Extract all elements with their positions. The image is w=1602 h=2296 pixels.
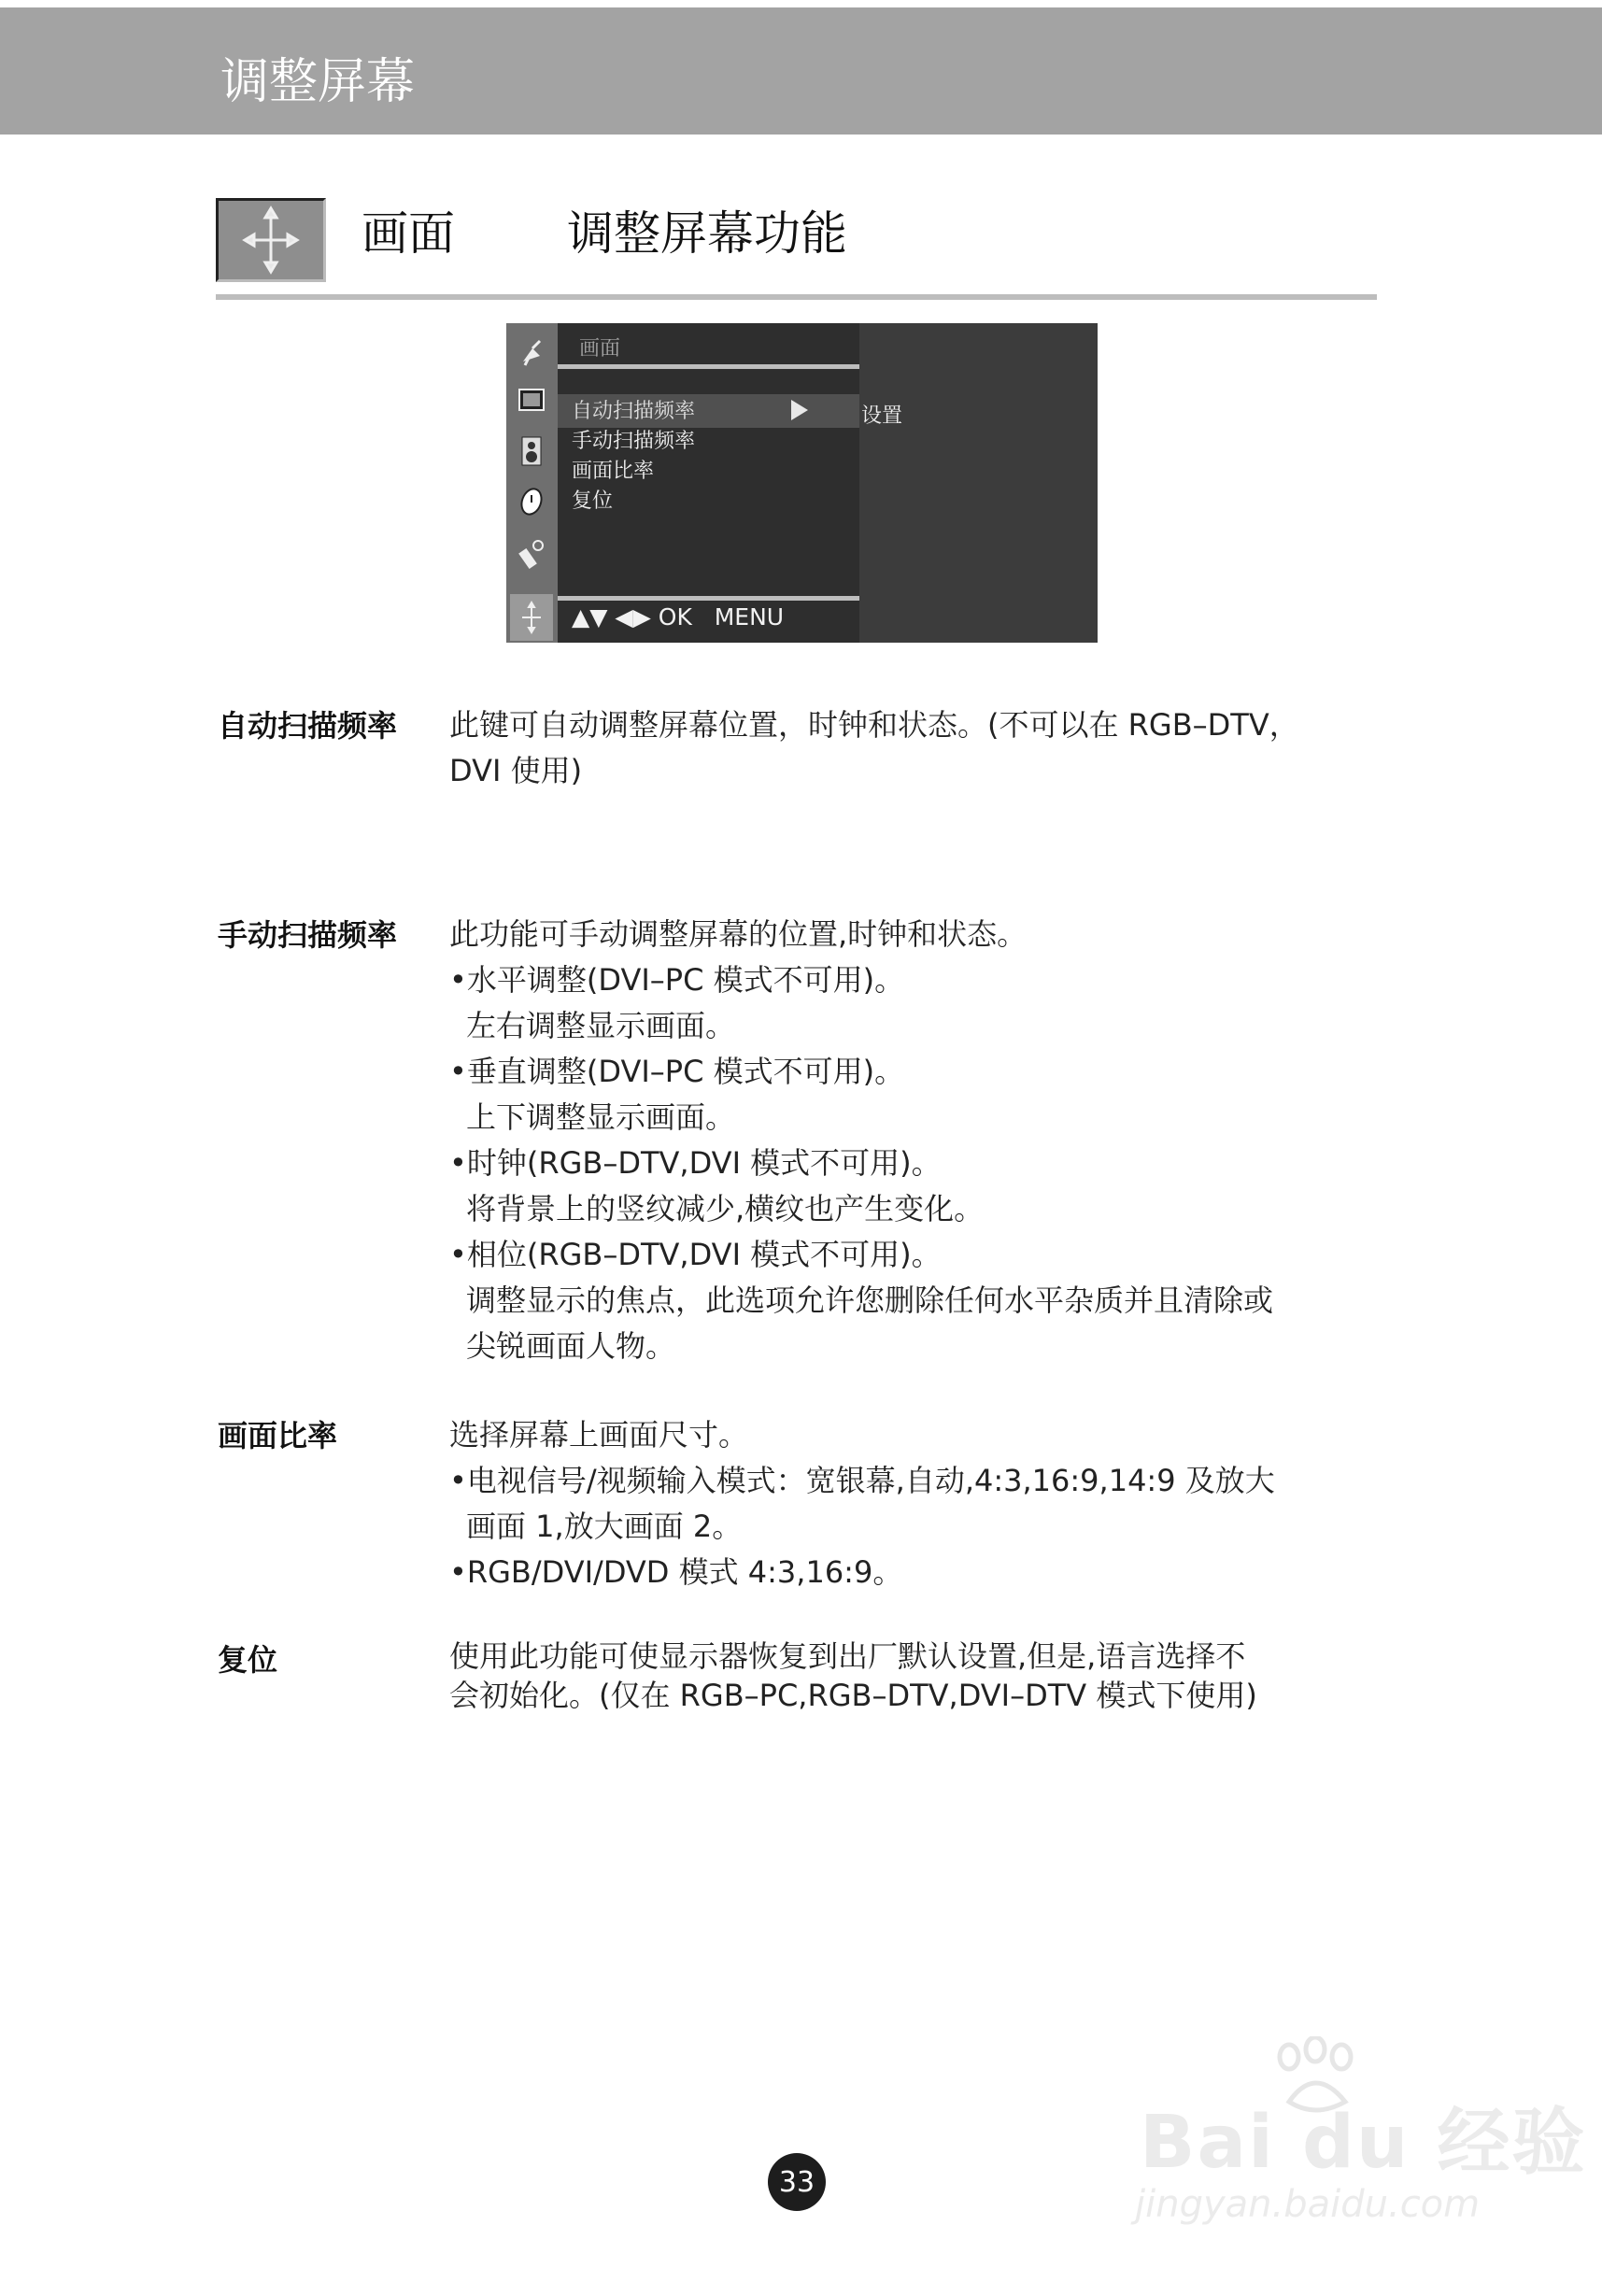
section-subtitle: 调整屏幕功能	[567, 206, 847, 261]
desc-line: 上下调整显示画面。	[466, 1099, 736, 1135]
osd-item-reset[interactable]: 复位	[572, 489, 614, 513]
desc-line: 尖锐画面人物。	[466, 1328, 676, 1364]
desc-bullet: •相位(RGB–DTV,DVI 模式不可用)。	[449, 1237, 942, 1272]
desc-line: DVI 使用)	[449, 753, 583, 788]
screen-icon	[510, 594, 553, 641]
satellite-icon	[510, 329, 553, 376]
term-aspect-ratio: 画面比率	[218, 1418, 338, 1453]
osd-item-aspect-ratio[interactable]: 画面比率	[572, 460, 655, 483]
tools-icon	[510, 531, 553, 577]
desc-auto-scan	[449, 702, 1383, 794]
desc-bullet: •水平调整(DVI–PC 模式不可用)。	[449, 962, 905, 998]
term-reset: 复位	[218, 1642, 278, 1678]
osd-menu	[506, 323, 1098, 643]
desc-line: 左右调整显示画面。	[466, 1008, 736, 1043]
desc-line: 此键可自动调整屏幕位置，时钟和状态。(不可以在 RGB–DTV，	[449, 707, 1299, 743]
desc-line: 将背景上的竖纹减少,横纹也产生变化。	[466, 1191, 985, 1226]
osd-menu-panel	[558, 323, 859, 643]
osd-menu-title: 画面	[579, 337, 621, 361]
desc-line: 画面 1,放大画面 2。	[466, 1509, 743, 1544]
osd-item-auto-scan[interactable]: 自动扫描频率	[572, 400, 696, 423]
desc-bullet: •时钟(RGB–DTV,DVI 模式不可用)。	[449, 1145, 942, 1181]
desc-reset	[449, 1637, 1383, 1715]
desc-manual-scan	[449, 912, 1383, 1369]
desc-line: 使用此功能可使显示器恢复到出厂默认设置,但是,语言选择不	[449, 1638, 1246, 1674]
desc-bullet: •电视信号/视频输入模式：宽银幕,自动,4:3,16:9,14:9 及放大	[449, 1463, 1275, 1498]
section-divider	[216, 294, 1377, 300]
osd-item-manual-scan[interactable]: 手动扫描频率	[572, 430, 696, 453]
osd-divider-bottom	[558, 596, 859, 601]
osd-setup-option[interactable]: 设置	[861, 404, 903, 428]
term-auto-scan: 自动扫描频率	[218, 708, 398, 744]
desc-bullet: •RGB/DVI/DVD 模式 4:3,16:9。	[449, 1554, 903, 1590]
four-way-arrows-icon	[216, 198, 326, 282]
speaker-icon	[510, 428, 553, 475]
desc-line: 此功能可手动调整屏幕的位置,时钟和状态。	[449, 916, 1028, 952]
desc-line: 会初始化。(仅在 RGB–PC,RGB–DTV,DVI–DTV 模式下使用)	[449, 1678, 1257, 1713]
page-title: 调整屏幕	[220, 54, 416, 110]
clock-icon	[510, 478, 553, 525]
term-manual-scan: 手动扫描频率	[218, 917, 398, 953]
page-number: 33	[768, 2153, 826, 2211]
desc-bullet: •垂直调整(DVI–PC 模式不可用)。	[449, 1054, 905, 1089]
watermark-brand: Bai du 经验	[1140, 2101, 1587, 2185]
section-name: 画面	[362, 206, 455, 261]
osd-divider-top	[558, 364, 859, 369]
submenu-arrow-icon	[791, 400, 808, 420]
osd-nav-hint: ▲▼ ◀▶ OK MENU	[572, 603, 785, 631]
watermark-url: jingyan.baidu.com	[1135, 2183, 1481, 2226]
desc-aspect-ratio	[449, 1412, 1383, 1595]
picture-icon	[510, 377, 553, 424]
desc-line: 调整显示的焦点，此选项允许您删除任何水平杂质并且清除或	[466, 1283, 1274, 1318]
desc-line: 选择屏幕上画面尺寸。	[449, 1417, 749, 1453]
